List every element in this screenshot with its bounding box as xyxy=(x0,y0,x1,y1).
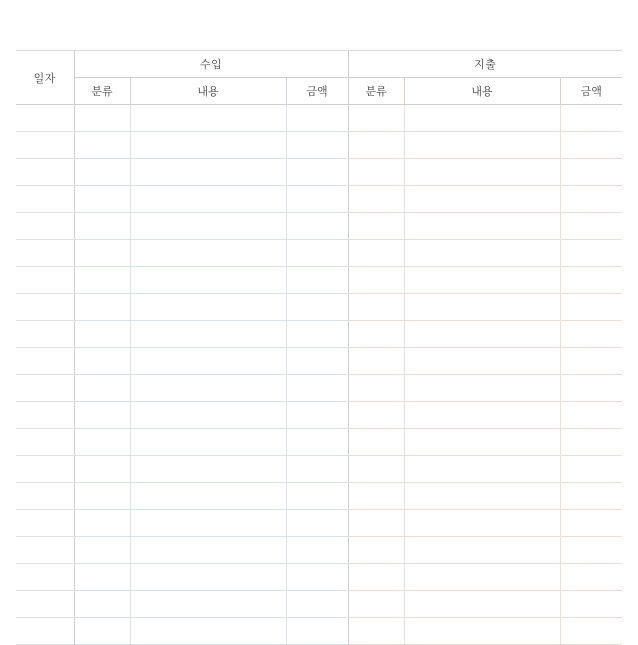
cell-expense-amount[interactable] xyxy=(560,402,622,429)
cell-expense-amount[interactable] xyxy=(560,132,622,159)
table-row[interactable] xyxy=(16,213,622,240)
cell-date[interactable] xyxy=(16,618,74,645)
cell-income-amount[interactable] xyxy=(286,429,348,456)
cell-expense-category[interactable] xyxy=(348,564,404,591)
cell-income-amount[interactable] xyxy=(286,564,348,591)
cell-income-category[interactable] xyxy=(74,429,130,456)
cell-date[interactable] xyxy=(16,429,74,456)
cell-income-content[interactable] xyxy=(130,429,286,456)
cell-expense-amount[interactable] xyxy=(560,591,622,618)
cell-expense-content[interactable] xyxy=(404,564,560,591)
cell-income-content[interactable] xyxy=(130,267,286,294)
cell-income-category[interactable] xyxy=(74,483,130,510)
cell-income-category[interactable] xyxy=(74,564,130,591)
cell-date[interactable] xyxy=(16,159,74,186)
table-row[interactable] xyxy=(16,186,622,213)
cell-expense-content[interactable] xyxy=(404,591,560,618)
cell-date[interactable] xyxy=(16,294,74,321)
table-row[interactable] xyxy=(16,429,622,456)
cell-expense-content[interactable] xyxy=(404,267,560,294)
cell-date[interactable] xyxy=(16,321,74,348)
cell-income-content[interactable] xyxy=(130,240,286,267)
cell-date[interactable] xyxy=(16,483,74,510)
cell-expense-amount[interactable] xyxy=(560,510,622,537)
cell-income-amount[interactable] xyxy=(286,348,348,375)
cell-income-category[interactable] xyxy=(74,132,130,159)
table-row[interactable] xyxy=(16,294,622,321)
cell-income-amount[interactable] xyxy=(286,159,348,186)
cell-expense-content[interactable] xyxy=(404,321,560,348)
cell-expense-content[interactable] xyxy=(404,348,560,375)
table-row[interactable] xyxy=(16,456,622,483)
cell-date[interactable] xyxy=(16,510,74,537)
cell-date[interactable] xyxy=(16,537,74,564)
cell-income-amount[interactable] xyxy=(286,483,348,510)
table-body xyxy=(16,105,622,645)
cell-expense-amount[interactable] xyxy=(560,321,622,348)
table-row[interactable] xyxy=(16,348,622,375)
cell-date[interactable] xyxy=(16,564,74,591)
column-header-date: 일자 xyxy=(16,51,74,105)
cell-income-content[interactable] xyxy=(130,294,286,321)
cell-income-amount[interactable] xyxy=(286,132,348,159)
cell-date[interactable] xyxy=(16,267,74,294)
header-row-subcolumns xyxy=(16,78,622,105)
cell-expense-category[interactable] xyxy=(348,105,404,132)
cell-income-amount[interactable] xyxy=(286,105,348,132)
cell-expense-amount[interactable] xyxy=(560,537,622,564)
table-row[interactable] xyxy=(16,375,622,402)
cell-income-category[interactable] xyxy=(74,105,130,132)
table-row[interactable] xyxy=(16,105,622,132)
cell-income-category[interactable] xyxy=(74,618,130,645)
cell-income-amount[interactable] xyxy=(286,267,348,294)
cell-income-category[interactable] xyxy=(74,240,130,267)
cell-date[interactable] xyxy=(16,240,74,267)
cell-income-amount[interactable] xyxy=(286,375,348,402)
cell-date[interactable] xyxy=(16,132,74,159)
cell-expense-content[interactable] xyxy=(404,510,560,537)
column-header-income-content: 내용 xyxy=(130,78,286,105)
cell-expense-amount[interactable] xyxy=(560,294,622,321)
cell-date[interactable] xyxy=(16,456,74,483)
cell-income-content[interactable] xyxy=(130,186,286,213)
cell-income-amount[interactable] xyxy=(286,213,348,240)
column-header-expense-content: 내용 xyxy=(404,78,560,105)
cell-expense-content[interactable] xyxy=(404,456,560,483)
cell-expense-amount[interactable] xyxy=(560,429,622,456)
table-row[interactable] xyxy=(16,564,622,591)
cell-expense-category[interactable] xyxy=(348,348,404,375)
cell-income-category[interactable] xyxy=(74,267,130,294)
cell-income-amount[interactable] xyxy=(286,240,348,267)
cell-date[interactable] xyxy=(16,375,74,402)
cell-expense-content[interactable] xyxy=(404,483,560,510)
table-row[interactable] xyxy=(16,159,622,186)
table-row[interactable] xyxy=(16,402,622,429)
table-row[interactable] xyxy=(16,591,622,618)
column-group-expense: 지출 xyxy=(348,51,622,78)
cell-income-category[interactable] xyxy=(74,375,130,402)
cell-income-content[interactable] xyxy=(130,456,286,483)
header-row-groups xyxy=(16,51,622,78)
cell-expense-amount[interactable] xyxy=(560,456,622,483)
cell-income-content[interactable] xyxy=(130,132,286,159)
cell-expense-category[interactable] xyxy=(348,510,404,537)
cell-income-category[interactable] xyxy=(74,348,130,375)
cell-income-content[interactable] xyxy=(130,159,286,186)
cell-expense-category[interactable] xyxy=(348,591,404,618)
cell-expense-category[interactable] xyxy=(348,483,404,510)
cell-expense-amount[interactable] xyxy=(560,564,622,591)
cell-income-category[interactable] xyxy=(74,213,130,240)
cell-income-content[interactable] xyxy=(130,321,286,348)
cell-expense-amount[interactable] xyxy=(560,348,622,375)
cell-income-amount[interactable] xyxy=(286,321,348,348)
cell-expense-content[interactable] xyxy=(404,402,560,429)
cell-income-content[interactable] xyxy=(130,105,286,132)
cell-expense-amount[interactable] xyxy=(560,105,622,132)
cell-income-category[interactable] xyxy=(74,321,130,348)
cell-income-category[interactable] xyxy=(74,402,130,429)
cell-income-amount[interactable] xyxy=(286,402,348,429)
table-row[interactable] xyxy=(16,132,622,159)
cell-date[interactable] xyxy=(16,186,74,213)
cell-expense-category[interactable] xyxy=(348,429,404,456)
cell-date[interactable] xyxy=(16,213,74,240)
cell-income-content[interactable] xyxy=(130,402,286,429)
cell-income-category[interactable] xyxy=(74,510,130,537)
cell-income-content[interactable] xyxy=(130,213,286,240)
cell-income-content[interactable] xyxy=(130,564,286,591)
cell-income-content[interactable] xyxy=(130,510,286,537)
cell-income-category[interactable] xyxy=(74,159,130,186)
cell-income-content[interactable] xyxy=(130,483,286,510)
cell-expense-category[interactable] xyxy=(348,186,404,213)
table-row[interactable] xyxy=(16,321,622,348)
cell-expense-category[interactable] xyxy=(348,132,404,159)
cell-income-content[interactable] xyxy=(130,618,286,645)
cell-income-category[interactable] xyxy=(74,294,130,321)
cell-expense-category[interactable] xyxy=(348,213,404,240)
cell-income-category[interactable] xyxy=(74,186,130,213)
cell-income-content[interactable] xyxy=(130,348,286,375)
cell-expense-content[interactable] xyxy=(404,429,560,456)
cell-expense-amount[interactable] xyxy=(560,159,622,186)
cell-expense-amount[interactable] xyxy=(560,186,622,213)
cell-income-category[interactable] xyxy=(74,456,130,483)
cell-expense-content[interactable] xyxy=(404,537,560,564)
cell-date[interactable] xyxy=(16,402,74,429)
cell-income-amount[interactable] xyxy=(286,456,348,483)
cell-date[interactable] xyxy=(16,591,74,618)
table-row[interactable] xyxy=(16,618,622,645)
column-header-expense-category: 분류 xyxy=(348,78,404,105)
cell-date[interactable] xyxy=(16,348,74,375)
cell-expense-category[interactable] xyxy=(348,240,404,267)
cell-date[interactable] xyxy=(16,105,74,132)
ledger-table xyxy=(16,51,622,645)
cell-income-amount[interactable] xyxy=(286,294,348,321)
table-header xyxy=(16,51,622,105)
cell-expense-content[interactable] xyxy=(404,132,560,159)
cell-expense-content[interactable] xyxy=(404,105,560,132)
cell-expense-category[interactable] xyxy=(348,375,404,402)
cell-expense-content[interactable] xyxy=(404,213,560,240)
column-header-income-category: 분류 xyxy=(74,78,130,105)
cell-income-amount[interactable] xyxy=(286,537,348,564)
cell-expense-category[interactable] xyxy=(348,321,404,348)
cell-income-amount[interactable] xyxy=(286,510,348,537)
cell-income-category[interactable] xyxy=(74,591,130,618)
cell-expense-content[interactable] xyxy=(404,240,560,267)
cell-expense-amount[interactable] xyxy=(560,483,622,510)
cell-income-amount[interactable] xyxy=(286,186,348,213)
cell-expense-amount[interactable] xyxy=(560,375,622,402)
cell-income-content[interactable] xyxy=(130,375,286,402)
cell-expense-category[interactable] xyxy=(348,537,404,564)
cell-expense-content[interactable] xyxy=(404,294,560,321)
column-header-income-amount: 금액 xyxy=(286,78,348,105)
cell-expense-category[interactable] xyxy=(348,456,404,483)
column-group-income: 수입 xyxy=(74,51,348,78)
cell-expense-category[interactable] xyxy=(348,267,404,294)
table-row[interactable] xyxy=(16,537,622,564)
cell-expense-category[interactable] xyxy=(348,294,404,321)
cell-expense-amount[interactable] xyxy=(560,618,622,645)
cell-expense-amount[interactable] xyxy=(560,240,622,267)
cell-expense-content[interactable] xyxy=(404,375,560,402)
cell-expense-category[interactable] xyxy=(348,618,404,645)
column-header-expense-amount: 금액 xyxy=(560,78,622,105)
cell-income-content[interactable] xyxy=(130,537,286,564)
table-row[interactable] xyxy=(16,267,622,294)
cell-income-amount[interactable] xyxy=(286,591,348,618)
cell-income-content[interactable] xyxy=(130,591,286,618)
cell-expense-content[interactable] xyxy=(404,159,560,186)
cell-expense-content[interactable] xyxy=(404,618,560,645)
cell-expense-amount[interactable] xyxy=(560,267,622,294)
cell-income-amount[interactable] xyxy=(286,618,348,645)
cell-expense-category[interactable] xyxy=(348,402,404,429)
cell-expense-amount[interactable] xyxy=(560,213,622,240)
table-row[interactable] xyxy=(16,510,622,537)
table-row[interactable] xyxy=(16,240,622,267)
cell-expense-content[interactable] xyxy=(404,186,560,213)
cell-income-category[interactable] xyxy=(74,537,130,564)
cell-expense-category[interactable] xyxy=(348,159,404,186)
table-row[interactable] xyxy=(16,483,622,510)
